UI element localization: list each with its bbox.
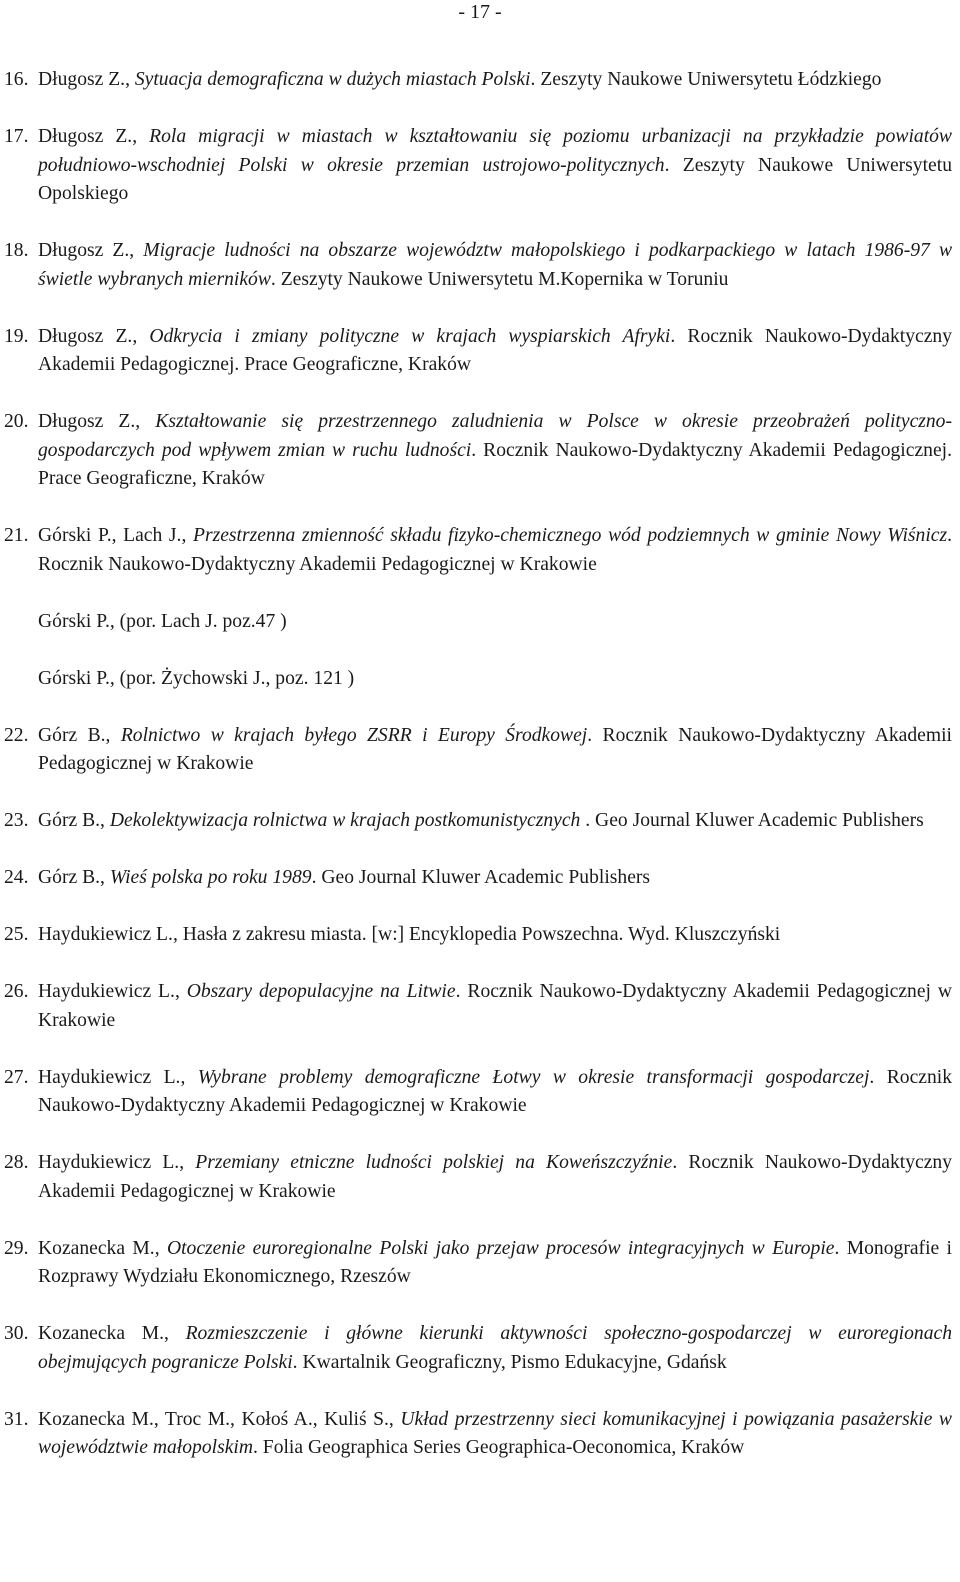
- entry-title: Rolnictwo w krajach byłego ZSRR i Europy Środkowej: [120, 724, 588, 746]
- entry-author: Górz B.: [38, 810, 101, 831]
- bibliography-entry: [4, 66, 952, 95]
- entry-title: Przemiany etniczne ludności polskiej na Koweńszczyźnie: [195, 1152, 673, 1173]
- entry-separator: ,: [129, 240, 144, 261]
- entry-number: 26.: [4, 981, 29, 1002]
- bibliography-entry: [4, 237, 952, 294]
- entry-number: 22.: [4, 724, 29, 746]
- entry-title: Rozmieszczenie i główne kierunki aktywności społeczno-gospodarczej w euroregionach obejmujących pogranicze Polski: [38, 1323, 952, 1373]
- entry-details: . Rocznik Naukowo-Dydaktyczny Akademii Pedagogicznej w Krakowie: [38, 525, 953, 575]
- entry-number: 18.: [4, 240, 29, 261]
- entry-details: . Geo Journal Kluwer Academic Publishers: [311, 867, 651, 888]
- entry-author: Górz B.: [38, 867, 101, 888]
- entry-details: . Monografie i Rozprawy Wydziału Ekonomicznego, Rzeszów: [38, 1237, 953, 1287]
- entry-title: Odkrycia i zmiany polityczne w krajach wyspiarskich Afryki: [149, 325, 671, 347]
- bibliography-entry: [4, 1149, 952, 1206]
- entry-number: 17.: [4, 126, 29, 147]
- entry-separator: ,: [105, 724, 121, 746]
- entry-author: Długosz Z.: [38, 126, 133, 147]
- entry-number: 27.: [4, 1066, 29, 1088]
- entry-number: 19.: [4, 325, 29, 347]
- entry-author: Haydukiewicz L.: [38, 1066, 181, 1088]
- bibliography-entry: [4, 1064, 952, 1121]
- entry-author: Kozanecka M., Troc M., Kołoś A., Kuliś S.: [38, 1408, 389, 1430]
- bibliography-entry: [4, 665, 952, 694]
- entry-title: Układ przestrzenny sieci komunikacyjnej i powiązania pasażerskie w województwie małopolskim: [38, 1408, 953, 1458]
- entry-number: 16.: [4, 69, 29, 90]
- entry-title: Przestrzenna zmienność składu fizyko-chemicznego wód podziemnych w gminie Nowy Wiśnicz: [193, 525, 948, 546]
- entry-details: . Zeszyty Naukowe Uniwersytetu M.Kopernika w Toruniu: [270, 268, 729, 290]
- entry-separator: ,: [180, 1066, 198, 1088]
- entry-separator: ,: [179, 1152, 196, 1173]
- entry-title: Wybrane problemy demograficzne Łotwy w okresie transformacji gospodarczej: [197, 1066, 870, 1088]
- entry-separator: ,: [174, 981, 187, 1002]
- page-number: - 17 -: [458, 1, 502, 23]
- entry-details: . Rocznik Naukowo-Dydaktyczny Akademii Pedagogicznej. Prace Geograficzne, Kraków: [38, 439, 952, 489]
- entry-number: 28.: [4, 1152, 29, 1173]
- entry-author: Haydukiewicz L.: [38, 1152, 180, 1173]
- entry-details: Hasła z zakresu miasta. [w:] Encyklopedia Powszechna. Wyd. Kluszczyński: [182, 924, 781, 945]
- entry-number: 23.: [4, 810, 29, 831]
- bibliography-entry: [4, 608, 952, 637]
- entry-title: Kształtowanie się przestrzennego zaludnienia w Polsce w okresie przeobrażeń polityczno-gospodarczych pod wpływem zmian w ruchu ludności: [38, 411, 953, 461]
- bibliography-entry: [4, 1235, 952, 1292]
- bibliography-entry: [4, 522, 952, 579]
- bibliography-entry: [4, 921, 952, 950]
- entry-author: Długosz Z.: [38, 240, 130, 261]
- entry-details: . Kwartalnik Geograficzny, Pismo Edukacyjne, Gdańsk: [292, 1351, 727, 1373]
- entry-separator: ,: [100, 810, 110, 831]
- bibliography-list: [4, 66, 952, 1491]
- bibliography-entry: [4, 1320, 952, 1377]
- entry-number: 21.: [4, 525, 29, 546]
- bibliography-entry: [4, 323, 952, 380]
- entry-separator: ,: [132, 325, 150, 347]
- entry-separator: ,: [135, 411, 156, 432]
- entry-separator: ,: [132, 126, 150, 147]
- entry-details: . Folia Geographica Series Geographica-Oeconomica, Kraków: [253, 1437, 745, 1458]
- entry-title: Dekolektywizacja rolnictwa w krajach postkomunistycznych: [109, 810, 581, 831]
- entry-details: . Zeszyty Naukowe Uniwersytetu Łódzkiego: [530, 69, 882, 90]
- entry-author: Haydukiewicz L.: [38, 981, 175, 1002]
- entry-number: 20.: [4, 411, 29, 432]
- bibliography-entry: [4, 807, 952, 836]
- entry-title: Wieś polska po roku 1989: [109, 867, 312, 888]
- entry-separator: ,: [172, 924, 183, 945]
- entry-author: Górz B.: [38, 724, 106, 746]
- bibliography-entry: [4, 1406, 952, 1463]
- entry-number: 31.: [4, 1408, 29, 1430]
- entry-separator: ,: [100, 867, 110, 888]
- entry-separator: ,: [181, 525, 193, 546]
- entry-author: Długosz Z.: [38, 411, 136, 432]
- entry-details: . Rocznik Naukowo-Dydaktyczny Akademii Pedagogicznej w Krakowie: [38, 1152, 953, 1202]
- entry-number: 25.: [4, 924, 29, 945]
- entry-title: Obszary depopulacyjne na Litwie: [186, 981, 456, 1002]
- bibliography-entry: [4, 722, 952, 779]
- entry-separator: ,: [154, 1237, 167, 1259]
- entry-details: . Geo Journal Kluwer Academic Publishers: [580, 810, 924, 831]
- entry-author: Haydukiewicz L.: [38, 924, 173, 945]
- entry-author: Kozanecka M.: [38, 1323, 165, 1344]
- entry-separator: ,: [125, 69, 135, 90]
- entry-separator: ,: [388, 1408, 401, 1430]
- bibliography-entry: [4, 978, 952, 1035]
- entry-author: Górski P., (por. Żychowski J., poz. 121 ): [38, 667, 355, 689]
- entry-details: . Rocznik Naukowo-Dydaktyczny Akademii Pedagogicznej w Krakowie: [38, 724, 952, 774]
- entry-details: . Rocznik Naukowo-Dydaktyczny Akademii Pedagogicznej w Krakowie: [38, 981, 953, 1031]
- entry-author: Górski P., (por. Lach J. poz.47 ): [38, 610, 287, 632]
- entry-details: . Zeszyty Naukowe Uniwersytetu Opolskiego: [38, 154, 952, 204]
- entry-title: Otoczenie euroregionalne Polski jako przejaw procesów integracyjnych w Europie: [166, 1237, 835, 1259]
- entry-author: Długosz Z.: [38, 325, 133, 347]
- entry-separator: ,: [164, 1323, 186, 1344]
- entry-author: Długosz Z.: [38, 69, 126, 90]
- entry-number: 24.: [4, 867, 29, 888]
- entry-title: Rola migracji w miastach w kształtowaniu się poziomu urbanizacji na przykładzie powiatów południowo-wschodniej Polski w okresie przemian ustrojowo-politycznych: [38, 126, 953, 176]
- entry-title: Sytuacja demograficzna w dużych miastach Polski: [134, 69, 531, 90]
- bibliography-entry: [4, 864, 952, 893]
- entry-title: Migracje ludności na obszarze województw małopolskiego i podkarpackiego w latach 1986-97 w świetle wybranych mierników: [38, 240, 953, 290]
- bibliography-entry: [4, 408, 952, 494]
- entry-details: . Rocznik Naukowo-Dydaktyczny Akademii Pedagogicznej. Prace Geograficzne, Kraków: [38, 325, 952, 375]
- entry-author: Kozanecka M.: [38, 1237, 155, 1259]
- entry-number: 30.: [4, 1323, 29, 1344]
- bibliography-entry: [4, 123, 952, 209]
- entry-number: 29.: [4, 1237, 29, 1259]
- entry-author: Górski P., Lach J.: [38, 525, 182, 546]
- entry-details: . Rocznik Naukowo-Dydaktyczny Akademii Pedagogicznej w Krakowie: [38, 1066, 953, 1116]
